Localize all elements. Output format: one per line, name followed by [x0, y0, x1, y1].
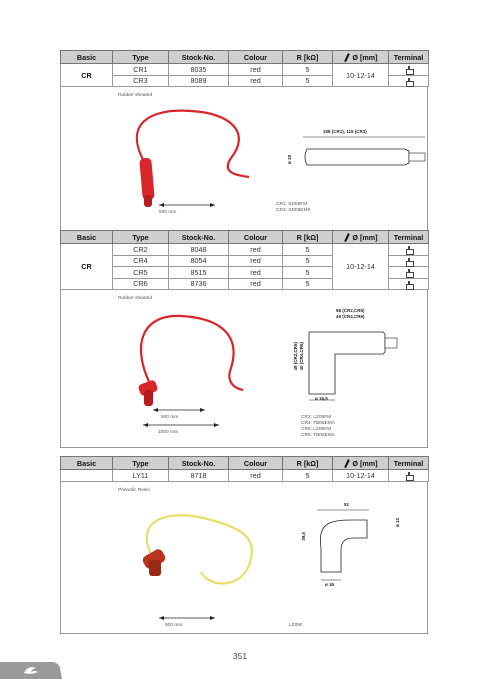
terminal-icon [406, 472, 412, 479]
header-colour: Colour [229, 51, 283, 64]
model-note: LZ05F [289, 622, 303, 628]
type-cell: CR4 [113, 255, 169, 267]
cable-diameter-icon [343, 234, 350, 241]
terminal-cell [389, 244, 429, 256]
length-arrow [157, 614, 217, 622]
model-note: CR1: SD05FM [276, 202, 308, 207]
terminal-icon [406, 281, 412, 288]
table-header-row [61, 51, 429, 64]
dimension-side: 40 (CR4,CR6) [299, 342, 304, 371]
basic-cell: CR [61, 64, 113, 87]
model-note: CR6: TB05EMA [301, 433, 336, 438]
length-arrow [141, 421, 221, 429]
cable-diameter-icon [343, 460, 350, 467]
cap-drawing [297, 508, 397, 588]
colour-cell: red [229, 470, 283, 482]
terminal-icon [406, 258, 412, 265]
length-label: 500 mm [159, 210, 177, 215]
resistance-cell: 5 [283, 75, 333, 87]
stock-cell: 8048 [169, 244, 229, 256]
colour-cell: red [229, 75, 283, 87]
terminal-cell [389, 64, 429, 76]
type-cell: CR1 [113, 64, 169, 76]
colour-cell: red [229, 255, 283, 267]
dimension-bottom: ø 16,5 [315, 396, 328, 401]
basic-cell: CR [61, 244, 113, 290]
type-cell: CR3 [113, 75, 169, 87]
resistance-cell: 5 [283, 244, 333, 256]
cap-drawing [297, 135, 437, 175]
resistance-cell: 5 [283, 255, 333, 267]
header-basic: Basic [61, 457, 113, 470]
type-cell: CR5 [113, 267, 169, 279]
terminal-cell [389, 470, 429, 482]
length-arrow [151, 406, 207, 414]
stock-cell: 8054 [169, 255, 229, 267]
product-panel [60, 87, 428, 233]
header-type: Type [113, 231, 169, 244]
dimension-diameter: ø 19 [287, 155, 292, 165]
cable-photo [111, 498, 261, 608]
spec-table [60, 456, 429, 482]
header-colour: Colour [229, 231, 283, 244]
colour-cell: red [229, 267, 283, 279]
dimension-top: 49 (CR4,CR6) [336, 314, 365, 319]
length-label: 500 mm [165, 622, 183, 628]
dimension-top: 58 (CR2,CR5) [336, 308, 365, 313]
stock-cell: 8718 [169, 470, 229, 482]
type-cell: CR2 [113, 244, 169, 256]
table-row [61, 64, 429, 76]
terminal-cell [389, 278, 429, 290]
stock-cell: 8089 [169, 75, 229, 87]
basic-cell [61, 470, 113, 482]
length-label: 500 mm [161, 415, 179, 420]
spec-table [60, 50, 429, 87]
header-basic: Basic [61, 231, 113, 244]
table-row [61, 470, 429, 482]
stock-cell: 8736 [169, 278, 229, 290]
model-note: CR3: SD05EMK [276, 208, 311, 213]
terminal-icon [406, 78, 412, 85]
resistance-cell: 5 [283, 470, 333, 482]
resistance-cell: 5 [283, 64, 333, 76]
resistance-cell: 5 [283, 278, 333, 290]
length-arrow [157, 201, 217, 209]
type-cell: LY11 [113, 470, 169, 482]
terminal-cell [389, 267, 429, 279]
header-terminal: Terminal [389, 457, 429, 470]
diameter-cell: 10-12-14 [333, 470, 389, 482]
colour-cell: red [229, 64, 283, 76]
header-stock: Stock-No. [169, 51, 229, 64]
terminal-cell [389, 255, 429, 267]
table-row [61, 244, 429, 256]
type-cell: CR6 [113, 278, 169, 290]
length-label: 1000 mm [158, 430, 178, 435]
section-cr1-cr3 [60, 50, 428, 233]
header-type: Type [113, 457, 169, 470]
terminal-icon [406, 269, 412, 276]
model-note: CR2: LZ05FM [301, 415, 332, 420]
model-note: CR4: TB05EMA [301, 421, 336, 426]
terminal-icon [406, 246, 412, 253]
page-number: 351 [232, 651, 248, 661]
header-basic: Basic [61, 51, 113, 64]
section-ly11 [60, 456, 428, 634]
terminal-cell [389, 75, 429, 87]
dimension-side: 39,5 [301, 531, 306, 541]
cable-diameter-icon [343, 54, 350, 61]
colour-cell: red [229, 278, 283, 290]
cable-photo [111, 103, 261, 213]
header-colour: Colour [229, 457, 283, 470]
header-diameter: Ø [mm] [333, 51, 389, 64]
table-header-row [61, 231, 429, 244]
product-panel [60, 290, 428, 448]
model-note: CR5: LZ05FM [301, 427, 332, 432]
terminal-icon [406, 66, 412, 73]
header-stock: Stock-No. [169, 457, 229, 470]
dimension-side: 49 (CR2,CR5) [293, 342, 298, 371]
dimension-right: ø 13 [395, 517, 400, 527]
diameter-cell: 10-12-14 [333, 64, 389, 87]
header-resistance: R [kΩ] [283, 457, 333, 470]
dimension-top: 51 [344, 501, 350, 507]
material-label: Rubber sheated [118, 93, 153, 98]
header-stock: Stock-No. [169, 231, 229, 244]
header-type: Type [113, 51, 169, 64]
brand-logo-icon [0, 660, 62, 679]
table-header-row [61, 457, 429, 470]
diameter-cell: 10-12-14 [333, 244, 389, 290]
product-panel [60, 482, 428, 634]
resistance-cell: 5 [283, 267, 333, 279]
header-diameter: Ø [mm] [333, 231, 389, 244]
cable-photo [111, 306, 261, 416]
header-resistance: R [kΩ] [283, 231, 333, 244]
header-terminal: Terminal [389, 51, 429, 64]
colour-cell: red [229, 244, 283, 256]
stock-cell: 8515 [169, 267, 229, 279]
cap-drawing [297, 322, 407, 402]
spec-table [60, 230, 429, 290]
material-label: Phenolic Resin [118, 487, 150, 493]
header-resistance: R [kΩ] [283, 51, 333, 64]
stock-cell: 8035 [169, 64, 229, 76]
header-terminal: Terminal [389, 231, 429, 244]
header-diameter: Ø [mm] [333, 457, 389, 470]
material-label: Rubber sheated [118, 296, 153, 301]
dimension-length: 108 (CR1), 115 (CR3) [323, 129, 367, 134]
dimension-bottom: ø 16 [325, 581, 335, 587]
section-cr2-cr6 [60, 230, 428, 448]
